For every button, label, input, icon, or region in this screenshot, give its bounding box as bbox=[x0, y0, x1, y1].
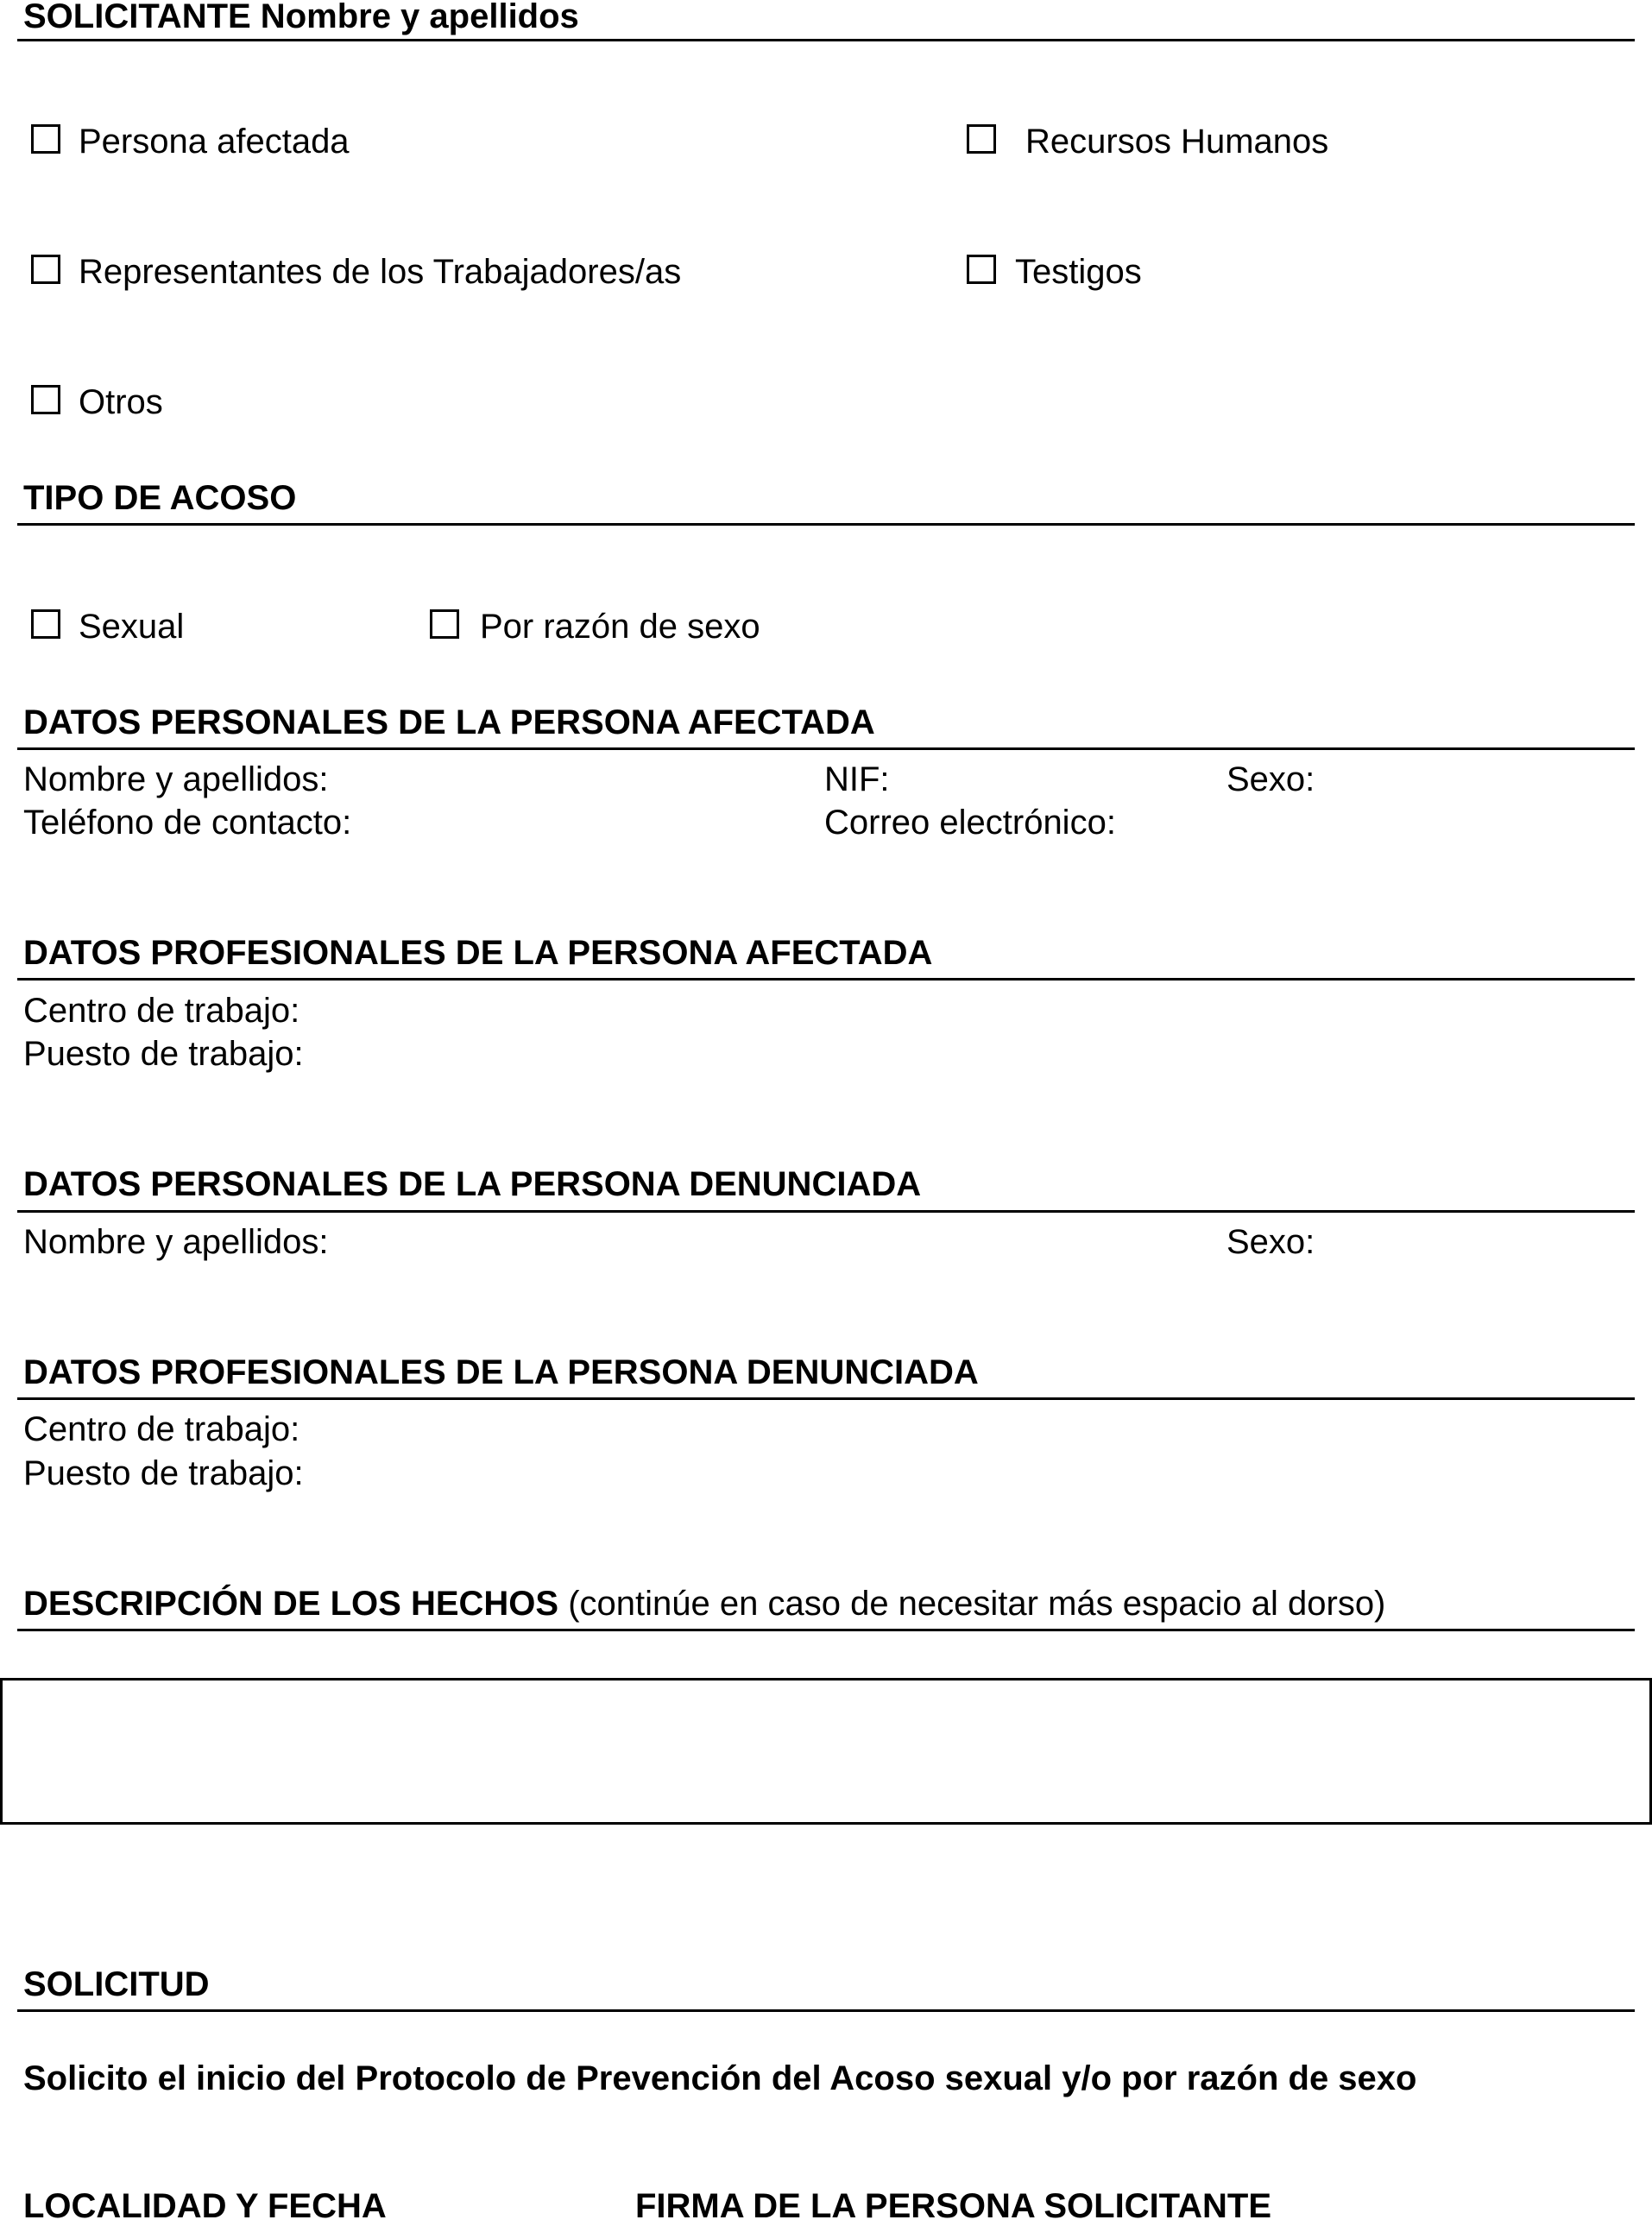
checkbox-label-recursos-humanos: Recursos Humanos bbox=[1025, 123, 1329, 161]
field-label-nombre: Nombre y apellidos: bbox=[23, 760, 329, 798]
localidad-fecha-label: LOCALIDAD Y FECHA bbox=[23, 2187, 387, 2225]
checkbox-persona-afectada[interactable] bbox=[31, 124, 60, 154]
checkbox-representantes[interactable] bbox=[31, 255, 60, 284]
descripcion-textbox[interactable] bbox=[0, 1678, 1652, 1825]
checkbox-razon-sexo[interactable] bbox=[430, 609, 459, 639]
field-label-centro: Centro de trabajo: bbox=[23, 992, 300, 1030]
tipo-acoso-heading: TIPO DE ACOSO bbox=[23, 479, 297, 517]
divider bbox=[17, 1629, 1635, 1631]
firma-label: FIRMA DE LA PERSONA SOLICITANTE bbox=[635, 2187, 1272, 2225]
checkbox-label-persona-afectada: Persona afectada bbox=[79, 123, 350, 161]
checkbox-label-testigos: Testigos bbox=[1015, 253, 1142, 291]
divider bbox=[17, 978, 1635, 981]
checkbox-label-otros: Otros bbox=[79, 383, 163, 421]
field-label-puesto: Puesto de trabajo: bbox=[23, 1035, 304, 1073]
solicitante-heading: SOLICITANTE Nombre y apellidos bbox=[23, 0, 579, 35]
divider bbox=[17, 39, 1635, 41]
field-label-sexo: Sexo: bbox=[1226, 760, 1315, 798]
field-label-sexo: Sexo: bbox=[1226, 1223, 1315, 1261]
checkbox-label-sexual: Sexual bbox=[79, 608, 185, 646]
solicitud-statement: Solicito el inicio del Protocolo de Prevención del Acoso sexual y/o por razón de sexo bbox=[23, 2059, 1417, 2097]
checkbox-recursos-humanos[interactable] bbox=[967, 124, 996, 154]
descripcion-title: DESCRIPCIÓN DE LOS HECHOS bbox=[23, 1585, 559, 1623]
checkbox-testigos[interactable] bbox=[967, 255, 996, 284]
divider bbox=[17, 523, 1635, 526]
field-label-nombre: Nombre y apellidos: bbox=[23, 1223, 329, 1261]
field-label-telefono: Teléfono de contacto: bbox=[23, 804, 352, 842]
descripcion-heading bbox=[23, 1584, 1385, 1624]
denunciada-personales-heading: DATOS PERSONALES DE LA PERSONA DENUNCIADA bbox=[23, 1165, 922, 1203]
checkbox-sexual[interactable] bbox=[31, 609, 60, 639]
descripcion-note: (continúe en caso de necesitar más espacio al dorso) bbox=[558, 1585, 1386, 1623]
field-label-centro: Centro de trabajo: bbox=[23, 1410, 300, 1448]
solicitud-heading: SOLICITUD bbox=[23, 1965, 210, 2003]
field-label-nif: NIF: bbox=[824, 760, 890, 798]
checkbox-otros[interactable] bbox=[31, 385, 60, 414]
afectada-personales-heading: DATOS PERSONALES DE LA PERSONA AFECTADA bbox=[23, 703, 875, 741]
checkbox-label-razon-sexo: Por razón de sexo bbox=[480, 608, 760, 646]
divider bbox=[17, 1210, 1635, 1213]
divider bbox=[17, 2009, 1635, 2012]
divider bbox=[17, 747, 1635, 750]
checkbox-label-representantes: Representantes de los Trabajadores/as bbox=[79, 253, 682, 291]
divider bbox=[17, 1397, 1635, 1400]
afectada-profesionales-heading: DATOS PROFESIONALES DE LA PERSONA AFECTADA bbox=[23, 934, 933, 972]
denunciada-profesionales-heading: DATOS PROFESIONALES DE LA PERSONA DENUNCIADA bbox=[23, 1353, 979, 1391]
field-label-correo: Correo electrónico: bbox=[824, 804, 1116, 842]
field-label-puesto: Puesto de trabajo: bbox=[23, 1454, 304, 1492]
